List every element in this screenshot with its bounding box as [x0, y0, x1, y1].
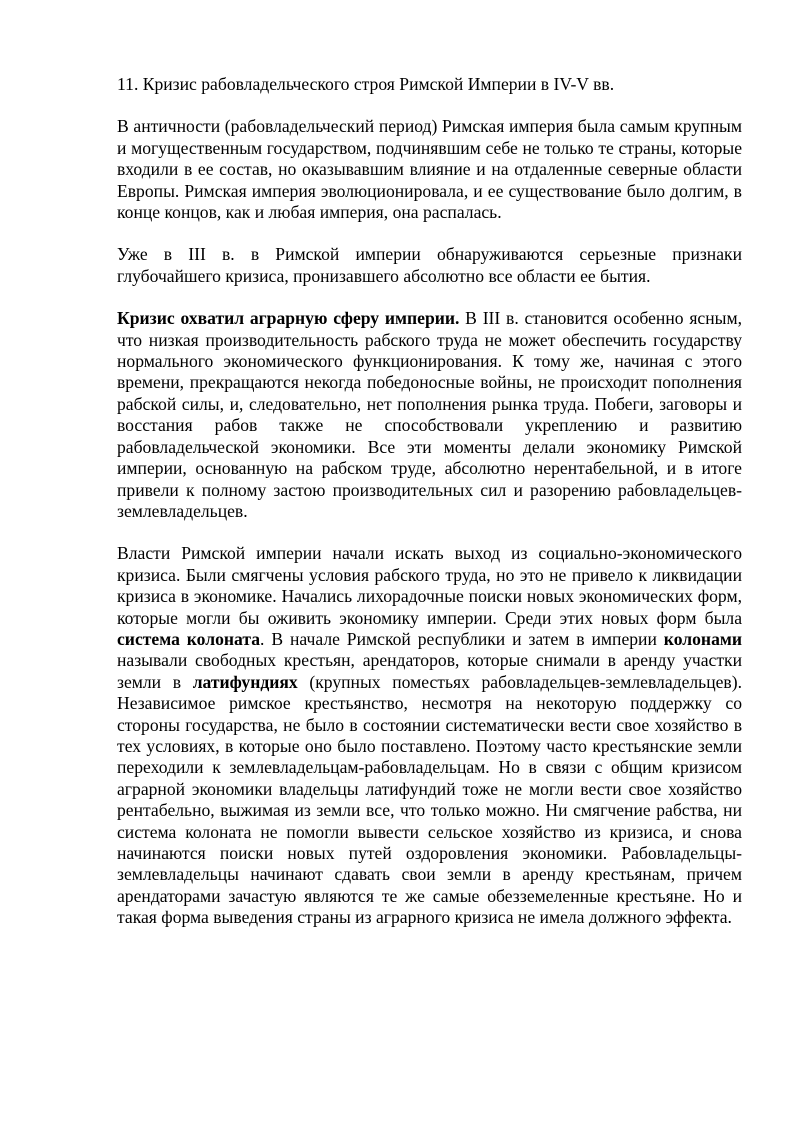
paragraph-4	[117, 543, 742, 928]
document-heading: 11. Кризис рабовладельческого строя Римской Империи в IV-V вв.	[117, 74, 615, 94]
paragraph-2: Уже в III в. в Римской империи обнаруживаются серьезные признаки глубочайшего кризиса, пронизавшего абсолютно все области ее бытия.	[117, 244, 742, 286]
paragraph-1: В античности (рабовладельческий период) Римская империя была самым крупным и могущественным государством, подчинявшим себе не только те страны, которые входили в ее состав, но оказывавшим влияние и на отдаленные северные области Европы. Римская империя эволюционировала, и ее существование было долгим, в конце концов, как и любая империя, она распалась.	[117, 116, 742, 223]
paragraph-3	[117, 308, 742, 522]
paragraph-4-text-c: называли свободных крестьян, арендаторов, которые снимали в аренду участки земли в	[117, 650, 742, 692]
term-latifundia: латифундиях	[192, 671, 298, 692]
paragraph-4-text-d: (крупных поместьях рабовладельцев-землевладельцев). Независимое римское крестьянство, несмотря на некоторую поддержку со стороны государства, не было в состоянии систематически вести свое хозяйство в тех условиях, в которые оно было поставлено. Поэтому часто крестьянские земли переходили к землевладельцам-рабовладельцам. Но в связи с общим кризисом аграрной экономики владельцы латифундий тоже не могли вести свое хозяйство рентабельно, выжимая из земли все, что только можно. Ни смягчение рабства, ни система колоната не помогли вывести сельское хозяйство из кризиса, и снова начинаются поиски новых путей оздоровления экономики. Рабовладельцы-землевладельцы начинают сдавать свои земли в аренду крестьянам, причем арендаторами зачастую являются те же самые обезземеленные крестьяне. Но и такая форма выведения страны из аграрного кризиса не имела должного эффекта.	[117, 671, 742, 928]
paragraph-4-text-a: Власти Римской империи начали искать выход из социально-экономического кризиса. Были смягчены условия рабского труда, но это не привело к ликвидации кризиса в экономике. Начались лихорадочные поиски новых экономических форм, которые могли бы оживить экономику империи. Среди этих новых форм была	[117, 543, 742, 628]
paragraph-3-bold-lead: Кризис охватил аграрную сферу империи.	[117, 308, 460, 329]
term-colonate-system: система колоната	[117, 628, 261, 649]
document-page	[117, 74, 742, 950]
paragraph-3-text: В III в. становится особенно ясным, что низкая производительность рабского труда не может обеспечить государству нормального экономического функционирования. К тому же, начиная с этого времени, прекращаются некогда победоносные войны, не происходит пополнения рабской силы, и, следовательно, нет пополнения рынка труда. Побеги, заговоры и восстания рабов также не способствовали укреплению и развитию рабовладельческой экономики. Все эти моменты делали экономику Римской империи, основанную на рабском труде, абсолютно нерентабельной, и в итоге привели к полному застою производительных сил и разорению рабовладельцев-землевладельцев.	[117, 308, 742, 521]
term-coloni: колонами	[663, 628, 742, 649]
paragraph-4-text-b: . В начале Римской республики и затем в империи	[260, 628, 664, 649]
